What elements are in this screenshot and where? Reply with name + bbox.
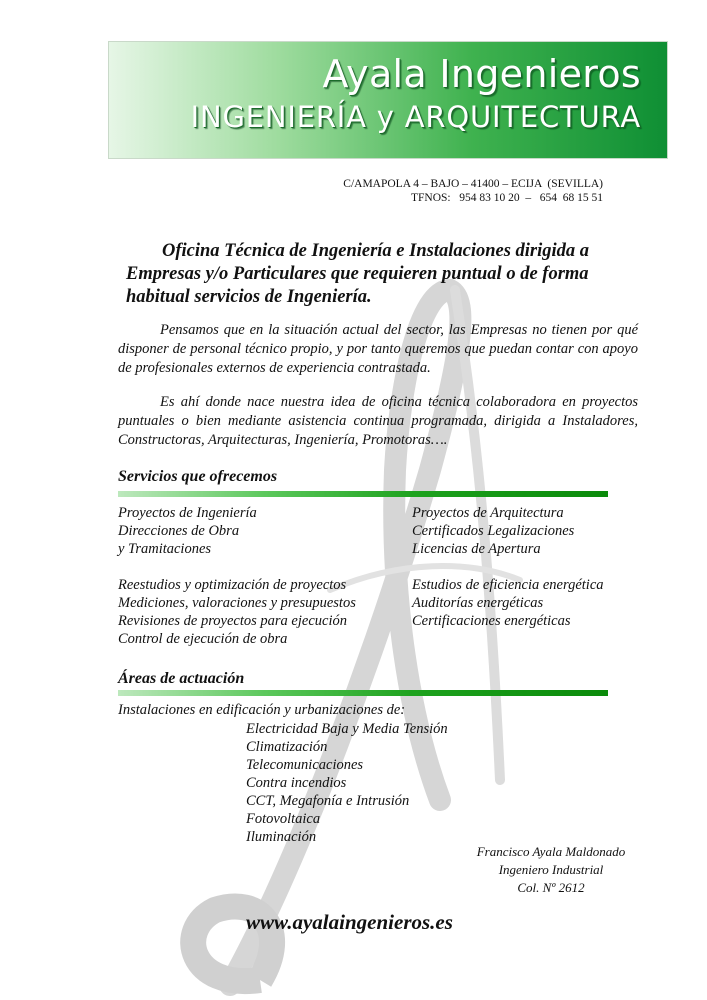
service-item: Proyectos de Arquitectura — [412, 505, 564, 521]
contact-phones: TFNOS: 954 83 10 20 – 654 68 15 51 — [411, 192, 603, 204]
area-item: Iluminación — [246, 829, 317, 845]
intro-text: Oficina Técnica de Ingeniería e Instalaciones dirigida a Empresas y/o Particulares que requieren puntual o de forma habitual servicios de Ingeniería. — [126, 241, 590, 307]
area-item: Fotovoltaica — [246, 811, 321, 827]
area-item: Climatización — [246, 739, 328, 755]
services-left-column — [118, 504, 356, 648]
service-item: Auditorías energéticas — [412, 595, 544, 611]
service-item: Reestudios y optimización de proyectos — [118, 577, 347, 593]
service-item: Certificaciones energéticas — [412, 613, 571, 629]
service-item: y Tramitaciones — [118, 541, 212, 557]
service-item: Revisiones de proyectos para ejecución — [118, 613, 347, 629]
signature-role: Ingeniero Industrial — [498, 862, 604, 877]
header-banner — [108, 41, 668, 159]
service-item: Certificados Legalizaciones — [412, 523, 575, 539]
areas-divider — [118, 690, 608, 696]
signature-block — [440, 843, 662, 897]
area-item: CCT, Megafonía e Intrusión — [246, 793, 410, 809]
service-item: Proyectos de Ingeniería — [118, 505, 257, 521]
contact-block — [343, 177, 603, 205]
areas-list — [246, 720, 448, 846]
service-item: Licencias de Apertura — [412, 541, 541, 557]
contact-address: C/AMAPOLA 4 – BAJO – 41400 – ECIJA (SEVILLA) — [343, 178, 603, 190]
areas-title: Áreas de actuación — [118, 670, 245, 687]
paragraph-text: Es ahí donde nace nuestra idea de oficina técnica colaboradora en proyectos puntuales o bien mediante asistencia continua programada, dirigida a Instaladores, Constructoras, Arquitecturas, Ingeniería, Promotoras…. — [118, 394, 638, 448]
service-item: Mediciones, valoraciones y presupuestos — [118, 595, 356, 611]
services-right-column — [412, 504, 604, 630]
service-item: Control de ejecución de obra — [118, 631, 288, 647]
services-divider — [118, 491, 608, 497]
services-title: Servicios que ofrecemos — [118, 468, 278, 485]
paragraph-text: Pensamos que en la situación actual del sector, las Empresas no tienen por qué disponer de personal técnico propio, y por tanto queremos que puedan contar con apoyo de profesionales externos de experiencia contrastada. — [118, 322, 638, 376]
area-item: Telecomunicaciones — [246, 757, 364, 773]
company-tagline: INGENIERÍA y ARQUITECTURA — [190, 100, 641, 134]
area-item: Electricidad Baja y Media Tensión — [246, 721, 448, 737]
signature-name: Francisco Ayala Maldonado — [476, 844, 626, 859]
service-item: Direcciones de Obra — [118, 523, 240, 539]
signature-license: Col. Nº 2612 — [517, 880, 585, 895]
areas-intro: Instalaciones en edificación y urbanizaciones de: — [118, 702, 406, 718]
company-title: Ayala Ingenieros — [322, 52, 641, 96]
paragraph — [118, 393, 638, 450]
paragraph — [118, 321, 638, 378]
service-item: Estudios de eficiencia energética — [412, 577, 604, 593]
intro-statement — [126, 240, 616, 309]
website-link[interactable]: www.ayalaingenieros.es — [246, 910, 453, 934]
area-item: Contra incendios — [246, 775, 347, 791]
